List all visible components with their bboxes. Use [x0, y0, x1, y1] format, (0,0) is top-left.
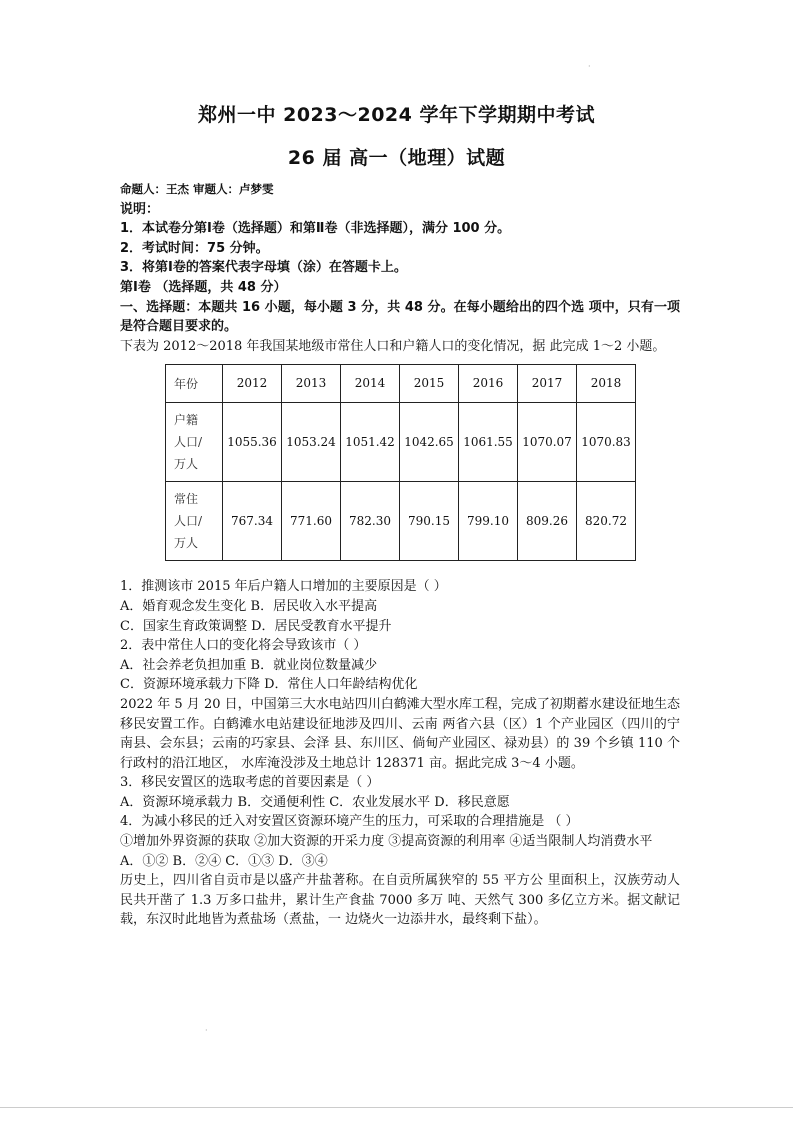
table-cell: 1053.24 [282, 403, 341, 482]
table-year-cell: 2016 [459, 365, 518, 403]
question-stem: 3．移民安置区的选取考虑的首要因素是（ ） [120, 775, 380, 791]
table-cell: 767.34 [223, 482, 282, 561]
section-instructions: 一、选择题：本题共 16 小题，每小题 3 分，共 48 分。在每小题给出的四个选 项中，只有一项是符合题目要求的。 [120, 299, 680, 335]
question-options: A．社会养老负担加重 B．就业岗位数量减少 [120, 657, 378, 673]
label-line: 人口/ [174, 514, 203, 529]
question-stem: 2．表中常住人口的变化将会导致该市（ ） [120, 638, 367, 654]
table-cell: 799.10 [459, 482, 518, 561]
table-year-cell: 2012 [223, 365, 282, 403]
authors-line: 命题人：王杰 审题人：卢梦雯 [120, 182, 274, 196]
note-item: 2．考试时间：75 分钟。 [120, 240, 269, 256]
table-row-label [166, 482, 223, 561]
question-options: ①增加外界资源的获取 ②加大资源的开采力度 ③提高资源的利用率 ④适当限制人均消费水平 [120, 834, 653, 850]
label-line: 常住 [174, 492, 199, 507]
label-line: 万人 [174, 536, 199, 551]
intro-passage-3: 历史上，四川省自贡市是以盛产井盐著称。在自贡所属狭窄的 55 平方公 里面积上，汉族劳动人民共开凿了 1.3 万多口盐井，累计生产食盐 7000 多万 吨、天然气 300 多亿立方米。据文献记载，东汉时此地皆为煮盐场（煮盐，一 边烧火一边添井水，最终剩下盐）。 [120, 873, 680, 928]
table-cell: 1055.36 [223, 403, 282, 482]
question-options: A．①② B．②④ C．①③ D．③④ [120, 853, 328, 869]
note-item: 1．本试卷分第Ⅰ卷（选择题）和第Ⅱ卷（非选择题），满分 100 分。 [120, 221, 511, 237]
question-options: A．婚育观念发生变化 B．居民收入水平提高 [120, 598, 378, 614]
question-options: A．资源环境承载力 B．交通便利性 C．农业发展水平 D．移民意愿 [120, 794, 510, 810]
intro-passage-1: 下表为 2012～2018 年我国某地级市常住人口和户籍人口的变化情况，据 此完成 1～2 小题。 [120, 338, 666, 354]
exam-title: 郑州一中 2023～2024 学年下学期期中考试 [198, 104, 595, 126]
table-cell: 790.15 [400, 482, 459, 561]
table-header-year: 年份 [166, 365, 223, 403]
table-year-cell: 2014 [341, 365, 400, 403]
note-item: 3．将第Ⅰ卷的答案代表字母填（涂）在答题卡上。 [120, 260, 407, 276]
table-row-registered [166, 403, 636, 482]
question-options: C．资源环境承载力下降 D．常住人口年龄结构优化 [120, 677, 418, 693]
table-cell: 1061.55 [459, 403, 518, 482]
table-year-cell: 2013 [282, 365, 341, 403]
scan-speck: · [205, 1026, 208, 1035]
table-cell: 1051.42 [341, 403, 400, 482]
notes-label: 说明： [120, 201, 160, 217]
exam-subtitle: 26 届 高一（地理）试题 [287, 147, 506, 169]
table-cell: 782.30 [341, 482, 400, 561]
question-stem: 4．为减小移民的迁入对安置区资源环境产生的压力，可采取的合理措施是 （ ） [120, 814, 579, 830]
question-options: C．国家生育政策调整 D．居民受教育水平提升 [120, 618, 392, 634]
population-table [165, 364, 636, 561]
table-cell: 809.26 [518, 482, 577, 561]
table-cell: 820.72 [577, 482, 636, 561]
label-line: 万人 [174, 457, 199, 472]
table-year-cell: 2018 [577, 365, 636, 403]
scan-speck: · [588, 62, 591, 71]
table-row-resident [166, 482, 636, 561]
table-year-cell: 2017 [518, 365, 577, 403]
table-cell: 771.60 [282, 482, 341, 561]
question-stem: 1．推测该市 2015 年后户籍人口增加的主要原因是（ ） [120, 579, 447, 595]
exam-body [120, 180, 680, 930]
label-line: 户籍 [174, 413, 199, 428]
label-line: 人口/ [174, 435, 203, 450]
section-title: 第Ⅰ卷 （选择题，共 48 分） [120, 279, 287, 295]
page-bottom-rule [0, 1107, 793, 1108]
table-header-row [166, 365, 636, 403]
table-row-label [166, 403, 223, 482]
table-year-cell: 2015 [400, 365, 459, 403]
table-cell: 1070.07 [518, 403, 577, 482]
table-cell: 1070.83 [577, 403, 636, 482]
intro-passage-2: 2022 年 5 月 20 日，中国第三大水电站四川白鹤滩大型水库工程，完成了初期蓄水建设征地生态移民安置工作。白鹤滩水电站建设征地涉及四川、云南 两省六县（区）1 个产业园区（四川的宁南县、会东县；云南的巧家县、会泽 县、东川区、倘甸产业园区、禄劝县）的 39 个乡镇 110 个行政村的沿江地区， 水库淹没涉及土地总计 128371 亩。据此完成 3～4 小题。 [120, 696, 680, 771]
table-cell: 1042.65 [400, 403, 459, 482]
